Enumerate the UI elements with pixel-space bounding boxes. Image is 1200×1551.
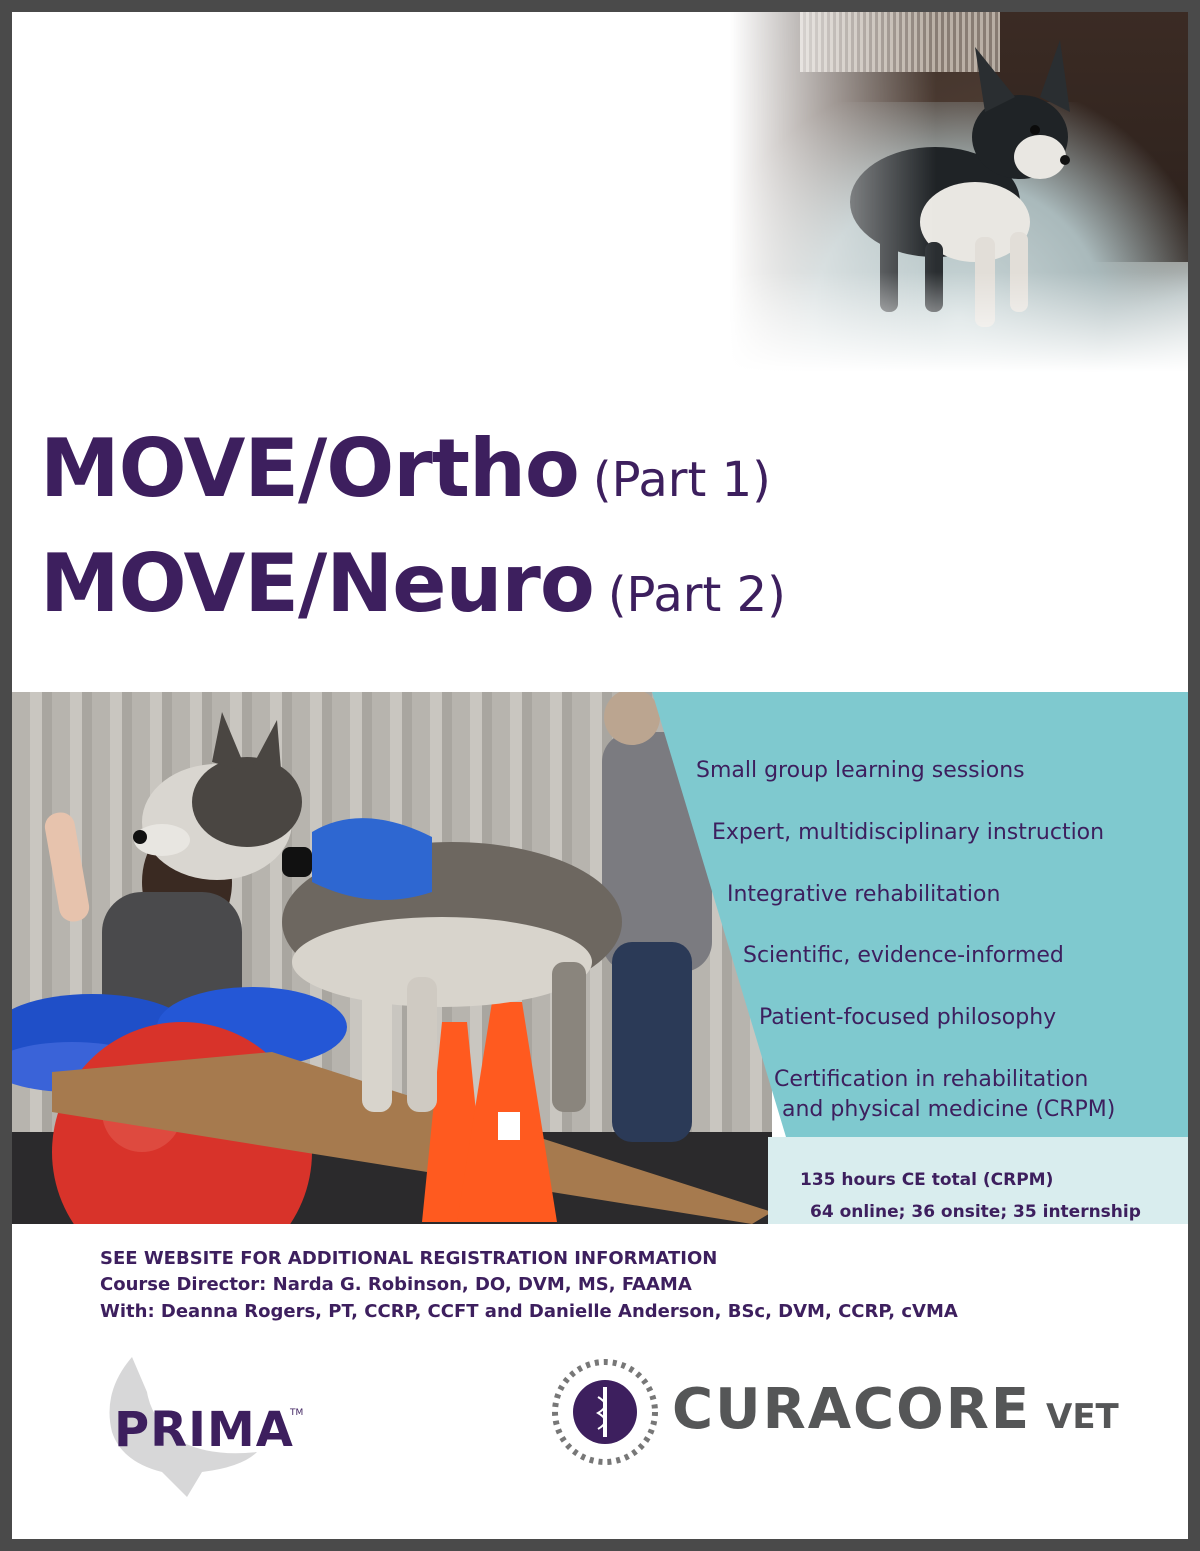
title-line-1 — [40, 422, 771, 515]
husky-rehab-photo — [12, 692, 772, 1224]
prima-logo — [92, 1352, 322, 1502]
prima-trademark: TM — [290, 1408, 304, 1418]
feature-6-line-2: and physical medicine (CRPM) — [782, 1097, 1116, 1122]
flyer-page — [12, 12, 1188, 1539]
stats-total: 135 hours CE total (CRPM) — [800, 1170, 1054, 1190]
prima-wordmark: PRIMA — [114, 1402, 294, 1458]
rehab-scene-illustration — [12, 692, 772, 1224]
title-ortho: MOVE/Ortho — [40, 422, 579, 515]
rehab-band — [12, 692, 1188, 1224]
caduceus-wreath-icon — [550, 1357, 660, 1467]
title-neuro: MOVE/Neuro — [40, 537, 594, 630]
curacore-wordmark: CURACORE — [672, 1377, 1032, 1442]
feature-3: Integrative rehabilitation — [727, 882, 1001, 907]
curacore-vet-suffix: VET — [1046, 1397, 1119, 1437]
feature-5: Patient-focused philosophy — [759, 1005, 1057, 1030]
title-part-2: (Part 2) — [607, 567, 786, 623]
photo-fade — [730, 272, 1188, 372]
course-director: Course Director: Narda G. Robinson, DO, DVM, MS, FAAMA — [100, 1274, 692, 1295]
feature-2: Expert, multidisciplinary instruction — [712, 820, 1105, 845]
title-line-2 — [40, 537, 786, 630]
feature-6-line-1: Certification in rehabilitation — [774, 1067, 1089, 1092]
title-part-1: (Part 1) — [592, 452, 771, 508]
feature-1: Small group learning sessions — [696, 758, 1025, 783]
website-note: SEE WEBSITE FOR ADDITIONAL REGISTRATION INFORMATION — [100, 1248, 718, 1269]
curacore-logo — [550, 1357, 1150, 1467]
co-instructors: With: Deanna Rogers, PT, CCRP, CCFT and Danielle Anderson, BSc, DVM, CCRP, cVMA — [100, 1301, 958, 1322]
stats-breakdown: 64 online; 36 onsite; 35 internship — [810, 1202, 1141, 1222]
feature-4: Scientific, evidence-informed — [743, 943, 1064, 968]
